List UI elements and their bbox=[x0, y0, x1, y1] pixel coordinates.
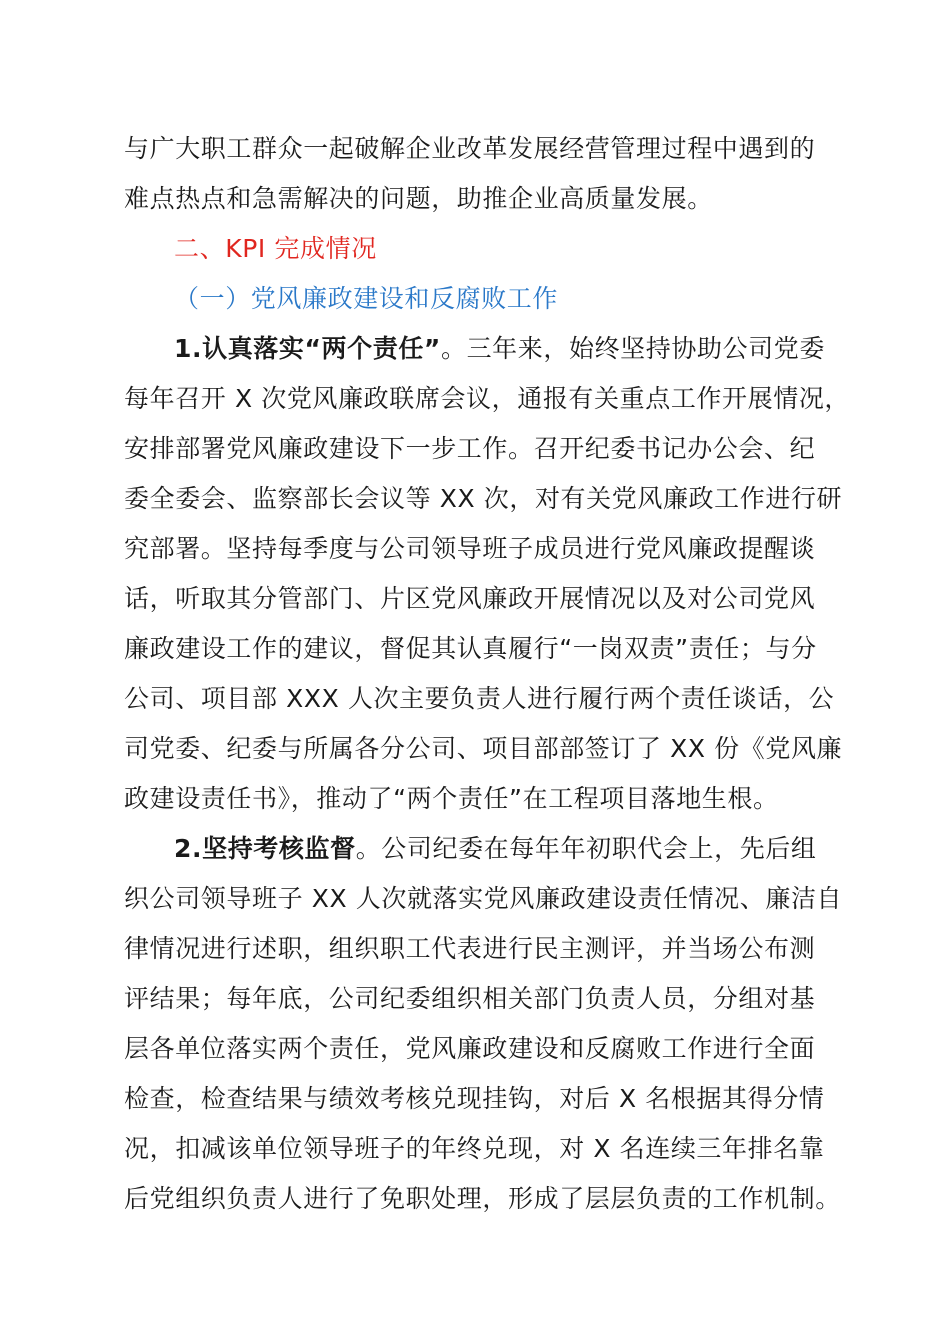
item2-first-line bbox=[174, 833, 817, 865]
section-heading: 二、KPI 完成情况 bbox=[174, 234, 377, 263]
item1-line: 每年召开 X 次党风廉政联席会议，通报有关重点工作开展情况， bbox=[124, 384, 851, 413]
item1-line: 司党委、纪委与所属各分公司、项目部部签订了 XX 份《党风廉 bbox=[124, 734, 843, 763]
intro-line-2: 难点热点和急需解决的问题，助推企业高质量发展。 bbox=[124, 184, 713, 213]
item2-line: 层各单位落实两个责任，党风廉政建设和反腐败工作进行全面 bbox=[124, 1034, 816, 1063]
item1-line: 安排部署党风廉政建设下一步工作。召开纪委书记办公会、纪 bbox=[124, 434, 816, 463]
item2-line: 况，扣减该单位领导班子的年终兑现，对 X 名连续三年排名靠 bbox=[124, 1134, 825, 1163]
item1-line: 究部署。坚持每季度与公司领导班子成员进行党风廉政提醒谈 bbox=[124, 534, 816, 563]
item1-first-line-rest: 。三年来，始终坚持协助公司党委 bbox=[440, 334, 825, 363]
subsection-heading: （一）党风廉政建设和反腐败工作 bbox=[174, 284, 559, 313]
item2-line: 评结果；每年底，公司纪委组织相关部门负责人员，分组对基 bbox=[124, 984, 816, 1013]
item1-first-line bbox=[174, 333, 825, 365]
item1-lead: 1.认真落实“两个责任” bbox=[174, 334, 441, 363]
item1-line: 公司、项目部 XXX 人次主要负责人进行履行两个责任谈话，公 bbox=[124, 684, 835, 713]
item2-line: 后党组织负责人进行了免职处理，形成了层层负责的工作机制。 bbox=[124, 1184, 841, 1213]
item2-first-line-rest: 。公司纪委在每年年初职代会上，先后组 bbox=[355, 834, 817, 863]
item2-lead: 2.坚持考核监督 bbox=[174, 834, 356, 863]
item2-line: 检查，检查结果与绩效考核兑现挂钩，对后 X 名根据其得分情 bbox=[124, 1084, 825, 1113]
item1-line: 政建设责任书》，推动了“两个责任”在工程项目落地生根。 bbox=[124, 784, 779, 813]
item1-line: 委全委会、监察部长会议等 XX 次，对有关党风廉政工作进行研 bbox=[124, 484, 843, 513]
item1-line: 话，听取其分管部门、片区党风廉政开展情况以及对公司党风 bbox=[124, 584, 816, 613]
intro-line-1: 与广大职工群众一起破解企业改革发展经营管理过程中遇到的 bbox=[124, 134, 816, 163]
item2-line: 律情况进行述职，组织职工代表进行民主测评，并当场公布测 bbox=[124, 934, 816, 963]
item1-line: 廉政建设工作的建议，督促其认真履行“一岗双责”责任；与分 bbox=[124, 634, 817, 663]
item2-line: 织公司领导班子 XX 人次就落实党风廉政建设责任情况、廉洁自 bbox=[124, 884, 843, 913]
